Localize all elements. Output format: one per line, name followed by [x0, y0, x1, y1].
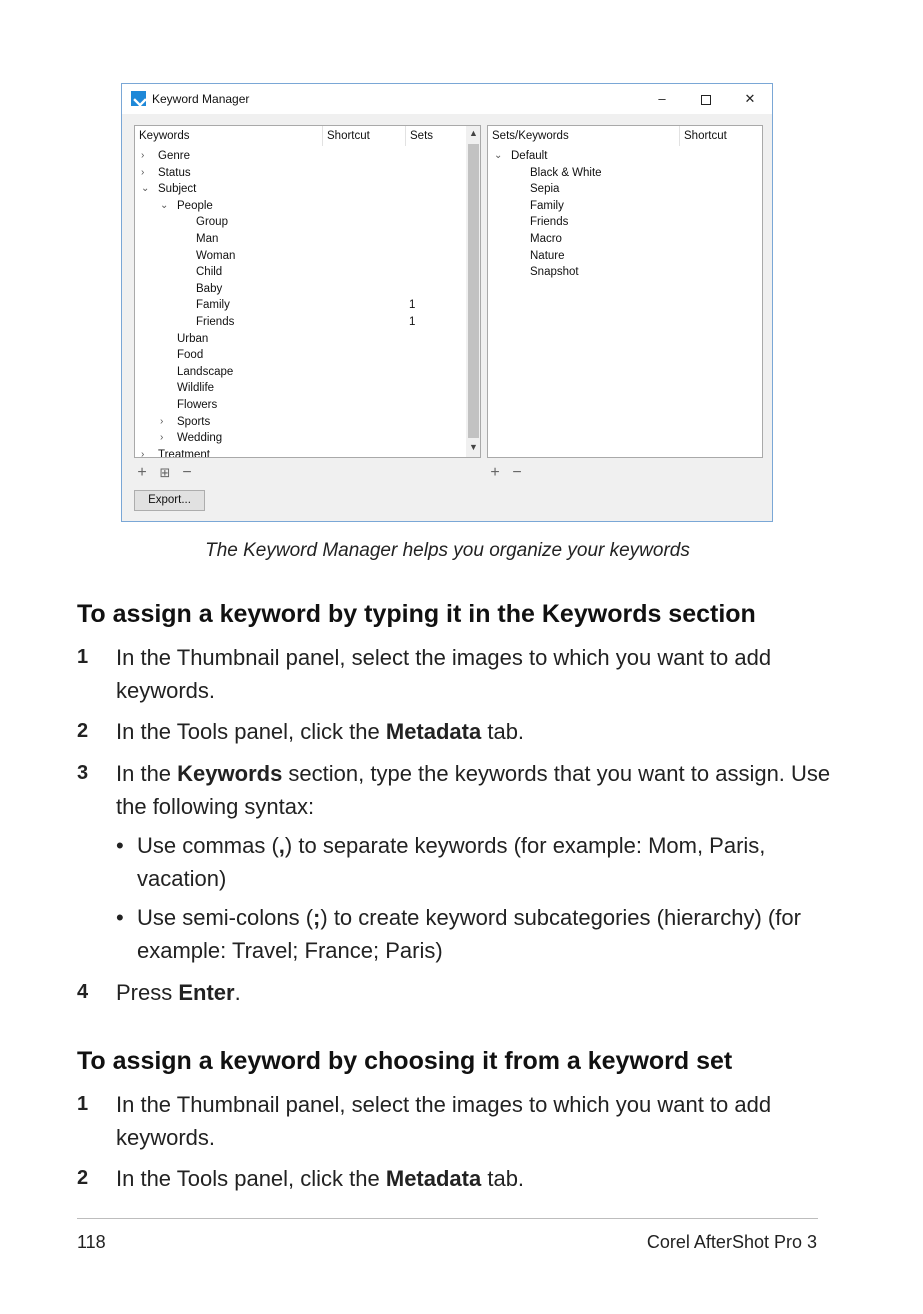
section-heading-typing: To assign a keyword by typing it in the Keywords section [77, 600, 756, 628]
footer-divider [77, 1218, 818, 1219]
expand-chevron-icon[interactable]: › [141, 166, 145, 178]
tree-row-label: Food [177, 349, 204, 362]
step-text: section, type the keywords that you want to assign. Use the following syntax: [116, 761, 831, 819]
tree-row-label: Macro [530, 233, 562, 245]
keywords-scrollbar[interactable] [466, 126, 481, 457]
title-bar [122, 84, 772, 114]
tree-row-label: Man [196, 233, 219, 245]
app-logo-icon [131, 91, 146, 106]
scroll-thumb[interactable] [468, 144, 479, 438]
tree-row[interactable] [492, 233, 757, 249]
tree-row[interactable] [139, 399, 459, 415]
bullet-text: ) to separate keywords (for example: Mom, Paris, vacation) [137, 833, 766, 891]
tree-row-label: Default [511, 150, 548, 162]
tree-row[interactable] [139, 233, 459, 249]
tree-row[interactable] [139, 382, 459, 398]
tree-row[interactable] [139, 266, 459, 282]
step-text: In the Tools panel, click the [116, 1166, 386, 1191]
keyword-manager-window [121, 83, 773, 522]
tree-row[interactable] [139, 432, 459, 448]
tree-row-label: Sports [177, 415, 211, 428]
step-text: In the Tools panel, click the [116, 719, 386, 744]
column-header-sets[interactable]: Sets [410, 130, 434, 142]
column-header-shortcut-sets[interactable]: Shortcut [684, 130, 727, 142]
tree-row[interactable] [139, 416, 459, 432]
step-number: 2 [77, 1167, 89, 1189]
tree-row-label: Wedding [177, 432, 223, 445]
tree-row-label: Subject [158, 183, 197, 196]
tree-row[interactable] [492, 216, 757, 232]
bullet-text: Use commas ( [137, 833, 279, 858]
list-item [116, 901, 836, 967]
expand-chevron-icon[interactable]: ⌄ [494, 150, 503, 161]
step-number: 1 [77, 1093, 89, 1115]
step-text: In the Thumbnail panel, select the images to which you want to add keywords. [116, 1092, 772, 1150]
list-item [77, 715, 837, 748]
tree-row[interactable] [492, 250, 757, 266]
expand-chevron-icon[interactable]: › [141, 448, 145, 458]
tree-row[interactable] [139, 250, 459, 266]
product-name: Corel AfterShot Pro 3 [646, 1232, 817, 1252]
tree-row-label: Child [196, 266, 223, 279]
remove-set-icon[interactable]: − [512, 464, 522, 481]
expand-chevron-icon[interactable]: › [160, 432, 164, 444]
tree-row[interactable] [139, 449, 459, 458]
keyword-sets-tree[interactable] [487, 125, 763, 458]
tree-row-label: Treatment [158, 448, 210, 458]
tree-row[interactable] [139, 316, 459, 332]
tree-row-label: Family [196, 299, 230, 312]
step-text: tab. [481, 719, 525, 744]
tree-row-label: Group [196, 216, 228, 229]
step-number: 4 [77, 981, 89, 1003]
step-number: 1 [77, 646, 89, 668]
tree-row[interactable] [492, 200, 757, 216]
list-item [77, 1162, 837, 1195]
tree-row-label: Friends [530, 216, 569, 229]
list-item [77, 1088, 837, 1154]
tree-row-label: Wildlife [177, 382, 215, 395]
ui-term-metadata: Metadata [385, 719, 482, 744]
bullet-glyph: • [116, 833, 124, 858]
page-number: 118 [77, 1232, 106, 1252]
column-header-keywords[interactable]: Keywords [139, 130, 190, 142]
maximize-icon[interactable] [691, 88, 721, 110]
tree-row-sets-count: 1 [409, 316, 416, 328]
section-heading-keyword-set: To assign a keyword by choosing it from a keyword set [77, 1047, 733, 1075]
tree-row-label: Genre [158, 150, 190, 162]
tree-row-label: Sepia [530, 183, 560, 196]
tree-row-label: Nature [530, 249, 565, 262]
bullet-glyph: • [116, 905, 124, 930]
tree-row[interactable] [139, 333, 459, 349]
ui-term-metadata: Metadata [385, 1166, 482, 1191]
tree-row[interactable] [492, 150, 757, 166]
expand-chevron-icon[interactable]: › [141, 150, 145, 161]
tree-row-label: Landscape [177, 365, 234, 378]
expand-chevron-icon[interactable]: ⌄ [160, 199, 169, 211]
list-item [77, 641, 837, 707]
scroll-down-icon[interactable]: ▼ [469, 442, 478, 452]
list-item [116, 829, 836, 895]
tree-row[interactable] [139, 216, 459, 232]
tree-row[interactable] [139, 200, 459, 216]
bullet-symbol: ; [313, 905, 321, 930]
step-number: 3 [77, 762, 89, 784]
tree-row[interactable] [492, 183, 757, 199]
tree-row[interactable] [139, 150, 459, 166]
step-number: 2 [77, 720, 89, 742]
figure-caption: The Keyword Manager helps you organize your keywords [205, 540, 690, 561]
tree-row[interactable] [139, 366, 459, 382]
tree-row-label: Baby [196, 282, 223, 295]
scroll-up-icon[interactable]: ▲ [469, 128, 478, 138]
tree-row[interactable] [139, 183, 459, 199]
tree-row-label: Woman [196, 249, 236, 262]
step-text: . [234, 980, 241, 1005]
tree-row[interactable] [492, 167, 757, 183]
step-text: In the Thumbnail panel, select the images to which you want to add keywords. [116, 645, 772, 703]
bullet-text: Use semi-colons ( [137, 905, 314, 930]
window-title: Keyword Manager [152, 92, 250, 106]
tree-row[interactable] [139, 283, 459, 299]
step-text: In the [116, 761, 178, 786]
keywords-tree[interactable] [134, 125, 481, 458]
add-set-icon[interactable]: + [490, 464, 500, 481]
ui-term-keywords: Keywords [177, 761, 283, 786]
add-child-keyword-icon[interactable]: ⊞ [159, 465, 171, 480]
tree-row-sets-count: 1 [409, 299, 416, 312]
remove-keyword-icon[interactable]: − [182, 464, 192, 481]
column-header-sets-keywords[interactable]: Sets/Keywords [492, 130, 569, 142]
step-text: tab. [481, 1166, 525, 1191]
ui-term-enter: Enter [178, 980, 235, 1005]
tree-row-label: People [177, 199, 213, 212]
column-header-shortcut[interactable]: Shortcut [327, 130, 370, 142]
tree-row-label: Snapshot [530, 266, 579, 279]
bullet-symbol: , [278, 833, 285, 858]
tree-row[interactable] [139, 299, 459, 315]
list-item [77, 757, 837, 823]
minimize-icon[interactable]: – [658, 91, 666, 106]
export-button[interactable]: Export... [134, 490, 205, 511]
tree-row[interactable] [492, 266, 757, 282]
bullet-text: ) to create keyword subcategories (hierarchy) (for example: Travel; France; Paris) [137, 905, 801, 963]
close-icon[interactable]: ✕ [744, 91, 756, 106]
list-item [77, 976, 837, 1009]
tree-row-label: Family [530, 199, 564, 212]
tree-row[interactable] [139, 167, 459, 183]
tree-row-label: Status [158, 166, 191, 179]
step-text: Press [116, 980, 179, 1005]
tree-row-label: Flowers [177, 399, 218, 411]
expand-chevron-icon[interactable]: ⌄ [141, 183, 150, 195]
expand-chevron-icon[interactable]: › [160, 415, 164, 427]
tree-row-label: Black & White [530, 166, 602, 179]
tree-row-label: Friends [196, 316, 235, 328]
add-keyword-icon[interactable]: + [137, 464, 147, 481]
tree-row[interactable] [139, 349, 459, 365]
tree-row-label: Urban [177, 332, 209, 345]
